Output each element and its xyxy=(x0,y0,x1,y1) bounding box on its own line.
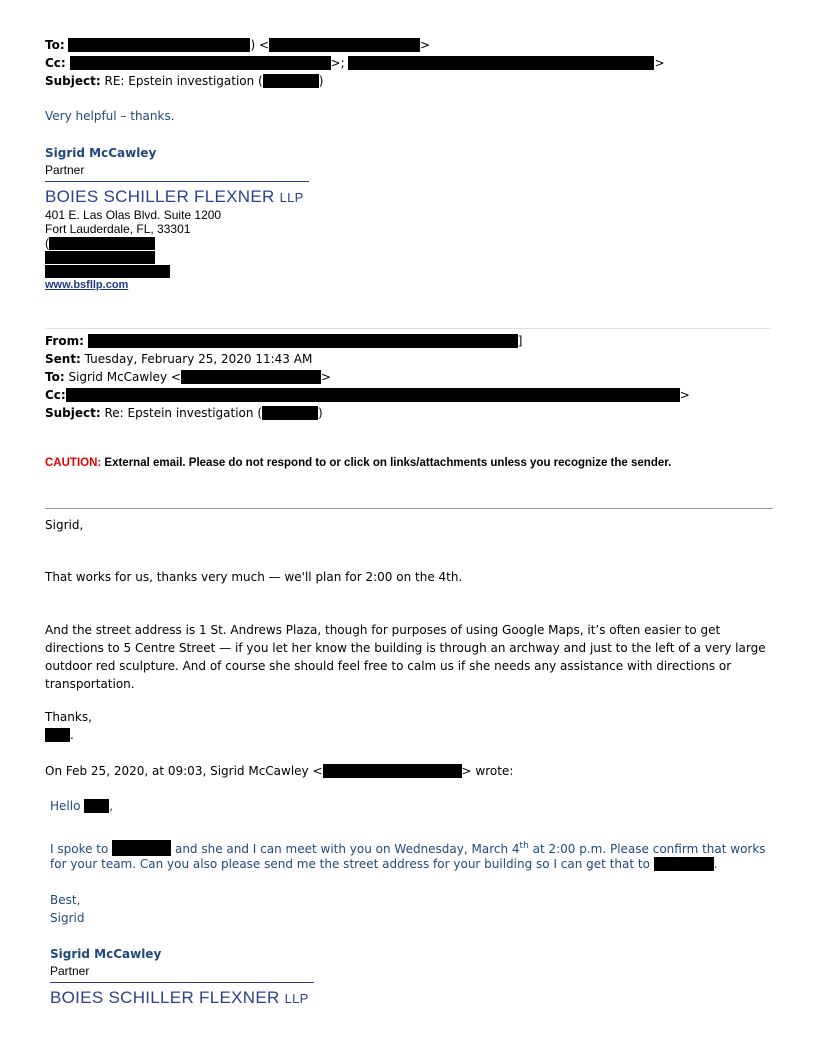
quoted-text: I spoke to xyxy=(50,842,113,856)
message-paragraph-2: And the street address is 1 St. Andrews Plaza, though for purposes of using Google Maps, it’s often easier to get directions to 5 Centre Street — if you let her know the building is through an archway and just to the left of a very large outdoor red sculpture. And of course she should feel free to calm us if she needs any assistance with directions or transportation. xyxy=(45,623,766,691)
redaction xyxy=(88,334,518,348)
signature-title: Partner xyxy=(45,163,85,177)
firm-suffix: LLP xyxy=(279,190,304,205)
greeting: Sigrid, xyxy=(45,518,84,532)
forward-cc-line xyxy=(45,387,690,403)
sent-line xyxy=(45,351,312,367)
subject-label: Subject: xyxy=(45,406,101,420)
redaction xyxy=(45,265,170,278)
firm-name xyxy=(45,187,304,207)
subject-line xyxy=(45,73,323,89)
quoted-best: Best, xyxy=(50,893,81,907)
subject-close: ) xyxy=(318,74,324,88)
quoted-sign: Sigrid xyxy=(50,911,85,925)
reply-body: Very helpful – thanks. xyxy=(45,109,175,123)
cc-close: > xyxy=(679,388,690,402)
signature-name: Sigrid McCawley xyxy=(45,146,157,160)
hello-end: , xyxy=(109,799,114,813)
firm-name-text: BOIES SCHILLER FLEXNER xyxy=(45,187,275,206)
quote-intro-end: > wrote: xyxy=(461,764,514,778)
to-label: To: xyxy=(45,38,65,52)
hello-text: Hello xyxy=(50,799,85,813)
cc-separator: >; xyxy=(330,56,349,70)
to-line xyxy=(45,37,430,53)
firm-name xyxy=(50,988,309,1008)
to-value: Sigrid McCawley < xyxy=(64,370,181,384)
cc-line xyxy=(45,55,665,71)
redaction xyxy=(263,74,319,88)
closing: Thanks, xyxy=(45,710,92,724)
to-label: To: xyxy=(45,370,65,384)
cc-label: Cc: xyxy=(45,388,66,402)
firm-suffix: LLP xyxy=(284,991,309,1006)
phone-line xyxy=(45,236,155,250)
quoted-paragraph-line-2 xyxy=(50,856,718,872)
caution-divider xyxy=(45,508,773,509)
redaction xyxy=(66,388,680,402)
quoted-text: . xyxy=(713,857,718,871)
sent-label: Sent: xyxy=(45,352,81,366)
quoted-hello xyxy=(50,798,113,814)
redaction xyxy=(269,38,420,52)
subject-text: RE: Epstein investigation ( xyxy=(100,74,263,88)
forward-to-line xyxy=(45,369,331,385)
quoted-paragraph-line-1 xyxy=(50,838,766,857)
sent-value: Tuesday, February 25, 2020 11:43 AM xyxy=(80,352,313,366)
closing-end: . xyxy=(70,728,74,742)
ordinal-suffix: th xyxy=(519,841,529,851)
caution-label: CAUTION: xyxy=(45,457,102,469)
closing-signature xyxy=(45,727,74,743)
forward-subject-line xyxy=(45,405,323,421)
from-line xyxy=(45,333,522,349)
message-paragraph-1: That works for us, thanks very much — we'll plan for 2:00 on the 4th. xyxy=(45,570,463,584)
redaction xyxy=(348,56,654,70)
subject-text: Re: Epstein investigation ( xyxy=(100,406,263,420)
redaction xyxy=(70,56,331,70)
firm-name-text: BOIES SCHILLER FLEXNER xyxy=(50,988,280,1007)
quote-intro xyxy=(45,763,513,779)
quoted-text: at 2:00 p.m. Please confirm that works xyxy=(528,842,766,856)
forward-divider xyxy=(45,328,771,329)
signature-divider xyxy=(45,181,309,182)
phone-paren: ( xyxy=(45,236,49,250)
from-close: ] xyxy=(517,334,523,348)
address-line-2: Fort Lauderdale, FL, 33301 xyxy=(45,222,191,236)
redaction xyxy=(323,764,462,778)
caution-text: External email. Please do not respond to or click on links/attachments unless you recognize the sender. xyxy=(101,457,672,469)
subject-close: ) xyxy=(318,406,323,420)
redaction xyxy=(49,237,155,250)
redaction xyxy=(181,370,321,384)
redaction xyxy=(262,406,318,420)
cc-label: Cc: xyxy=(45,56,66,70)
caution-banner xyxy=(45,457,671,469)
redaction xyxy=(45,251,155,264)
cc-close: > xyxy=(654,56,665,70)
quote-intro-text: On Feb 25, 2020, at 09:03, Sigrid McCawley < xyxy=(45,764,323,778)
signature-name: Sigrid McCawley xyxy=(50,947,162,961)
quoted-text: and she and I can meet with you on Wednesday, March 4 xyxy=(171,842,520,856)
address-line-1: 401 E. Las Olas Blvd. Suite 1200 xyxy=(45,208,222,222)
redaction xyxy=(84,799,109,813)
redaction xyxy=(68,38,250,52)
to-paren: ) < xyxy=(250,38,270,52)
subject-label: Subject: xyxy=(45,74,101,88)
signature-divider xyxy=(50,982,314,983)
to-close: > xyxy=(320,370,331,384)
quoted-text: for your team. Can you also please send me the street address for your building so I can get that to xyxy=(50,857,654,871)
to-close: > xyxy=(420,38,431,52)
redaction xyxy=(45,728,70,742)
from-label: From: xyxy=(45,334,84,348)
signature-title: Partner xyxy=(50,964,90,978)
redaction xyxy=(112,840,171,856)
website-link[interactable]: www.bsfllp.com xyxy=(45,279,129,291)
redaction xyxy=(654,857,714,871)
